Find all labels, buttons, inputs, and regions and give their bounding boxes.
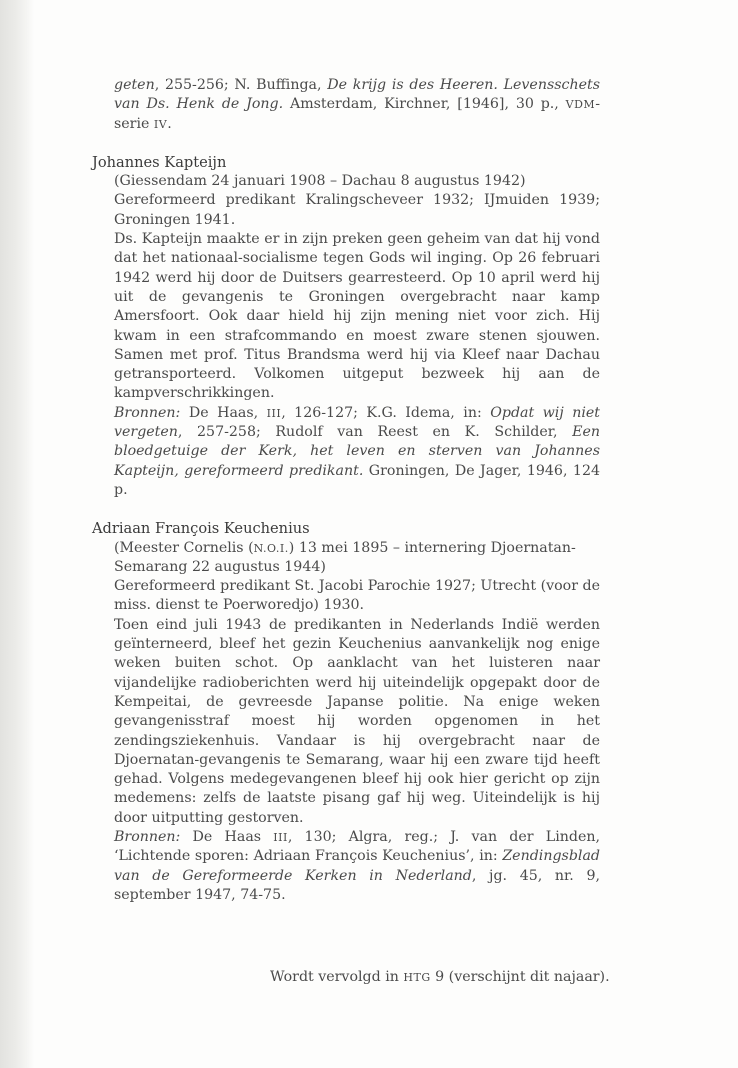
continuation-text-1: , 255-256; N. Buffinga, bbox=[154, 77, 328, 93]
continuation-series-abbr: VDM bbox=[565, 98, 596, 112]
kapteijn-dates: (Giessendam 24 januari 1908 – Dachau 8 augustus 1942) bbox=[114, 173, 526, 190]
kapteijn-career: Gereformeerd predikant Kralingscheveer 1932; IJmuiden 1939; Groningen 1941. bbox=[114, 192, 600, 228]
keuchenius-dates-2: ) 13 mei 1895 – internering Djoernatan-Semarang 22 augustus 1944) bbox=[114, 539, 576, 575]
page-text bbox=[92, 76, 600, 905]
keuchenius-dates-1: (Meester Cornelis ( bbox=[114, 539, 254, 556]
continuation-text-4: . bbox=[167, 115, 172, 132]
keuchenius-source-volume: III bbox=[273, 830, 288, 844]
continuation-text-2: Amsterdam, Kirchner, [1946], 30 p., bbox=[283, 96, 566, 113]
keuchenius-source-text-1: De Haas bbox=[180, 828, 274, 845]
entry-heading-kapteijn: Johannes Kapteijn bbox=[92, 153, 227, 171]
footer-journal-abbr: HTG bbox=[403, 971, 431, 984]
kapteijn-sources bbox=[92, 404, 600, 500]
kapteijn-source-title-1: Opdat wij niet vergeten bbox=[114, 404, 600, 441]
continuation-book-title: De krijg is des Heeren. Levensschets van Ds. Henk de Jong. bbox=[114, 77, 600, 113]
kapteijn-source-text-3: , 257-258; Rudolf van Reest en K. Schilder, bbox=[177, 424, 573, 441]
page-gutter-shadow bbox=[0, 0, 34, 1068]
continuation-paragraph bbox=[92, 76, 600, 134]
footer-text-2: 9 (verschijnt dit najaar). bbox=[430, 969, 610, 985]
kapteijn-source-text-1: De Haas, bbox=[180, 404, 267, 421]
keuchenius-source-text-2: , 130; Algra, reg.; J. van der Linden, ‘Lichtende sporen: Adriaan François Keuchenius’, in: bbox=[114, 828, 600, 865]
kapteijn-source-text-4: Groningen, De Jager, 1946, 124 p. bbox=[114, 462, 600, 498]
keuchenius-dates-abbr: N.O.I. bbox=[253, 541, 289, 555]
keuchenius-career: Gereformeerd predikant St. Jacobi Parochie 1927; Utrecht (voor de miss. dienst te Poerworedjo) 1930. bbox=[114, 578, 600, 614]
sources-label: Bronnen: bbox=[114, 828, 181, 845]
footer-text-1: Wordt vervolgd in bbox=[270, 969, 404, 985]
kapteijn-source-title-2: Een bloedgetuige der Kerk, het leven en sterven van Johannes Kapteijn, gereformeerd predikant. bbox=[114, 424, 600, 479]
keuchenius-source-title: Zendingsblad van de Gereformeerde Kerken in Nederland bbox=[114, 848, 600, 884]
entry-heading-keuchenius: Adriaan François Keuchenius bbox=[92, 520, 310, 538]
kapteijn-source-text-2: , 126-127; K.G. Idema, in: bbox=[281, 404, 491, 421]
continuation-title-end: geten bbox=[114, 77, 155, 93]
kapteijn-biography: Ds. Kapteijn maakte er in zijn preken geen geheim van dat hij vond dat het nationaal-socialisme tegen Gods wil inging. Op 26 februari 1942 werd hij door de Duitsers gearresteerd. Op 10 april werd hij uit de gevangenis te Groningen overgebracht naar kamp Amersfoort. Ook daar hield hij zijn mening niet voor zich. Hij kwam in een strafcommando en moest zware stenen sjouwen. Samen met prof. Titus Brandsma werd hij via Kleef naar Dachau getransporteerd. Volkomen uitgeput bezweek hij aan de kampverschrikkingen. bbox=[114, 231, 600, 402]
continuation-notice bbox=[270, 969, 610, 985]
keuchenius-biography: Toen eind juli 1943 de predikanten in Nederlands Indië werden geïnterneerd, bleef het gezin Keuchenius aanvankelijk nog enige weken buiten schot. Op aanklacht van het luisteren naar vijandelijke radioberichten werd hij uiteindelijk opgepakt door de Kempeitai, de gevreesde Japanse politie. Na enige weken gevangenisstraf moest hij worden opgenomen in het zendingsziekenhuis. Vandaar is hij overgebracht naar de Djoernatan-gevangenis te Semarang, waar hij een zware tijd heeft gehad. Volgens medegevangenen bleef hij ook hier gericht op zijn medemens: zelfs de laatste pisang gaf hij weg. Uiteindelijk is hij door uitputting gestorven. bbox=[114, 616, 600, 826]
kapteijn-source-volume: III bbox=[266, 406, 282, 420]
keuchenius-dates bbox=[92, 539, 600, 578]
keuchenius-sources bbox=[92, 828, 600, 905]
keuchenius-source-text-3: , jg. 45, nr. 9, september 1947, 74-75. bbox=[114, 867, 600, 903]
sources-label: Bronnen: bbox=[114, 404, 181, 421]
continuation-text-3: -serie bbox=[114, 96, 600, 132]
continuation-series-number: IV bbox=[153, 117, 168, 131]
